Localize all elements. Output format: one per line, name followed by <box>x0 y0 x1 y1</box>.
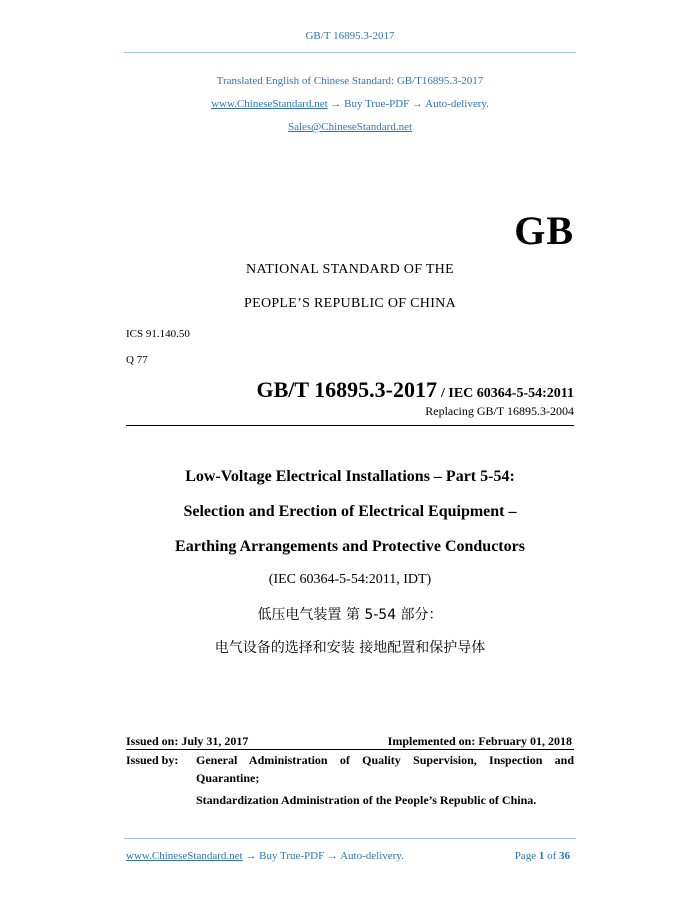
email-line <box>0 116 700 139</box>
title-line2: Selection and Erection of Electrical Equipment – <box>183 503 517 520</box>
buy-notice: → Buy True-PDF → Auto-delivery. <box>327 98 489 110</box>
chinese-title-line2: 电气设备的选择和安装 接地配置和保护导体 <box>214 640 486 656</box>
standard-number-line <box>256 377 574 403</box>
footer-divider <box>124 838 576 839</box>
footer-site-link[interactable]: www.ChineseStandard.net <box>126 850 243 862</box>
ics-code: ICS 91.140.50 <box>126 328 190 340</box>
issued-by-org1-line2: Quarantine; <box>196 771 260 785</box>
national-standard-line2: PEOPLE’S REPUBLIC OF CHINA <box>244 296 456 311</box>
of-word: of <box>547 850 557 862</box>
site-link[interactable]: www.ChineseStandard.net <box>211 98 328 110</box>
email-link[interactable]: Sales@ChineseStandard.net <box>287 121 413 133</box>
header-divider <box>124 52 576 53</box>
promo-line <box>0 93 700 116</box>
issue-divider <box>126 749 574 750</box>
page-indicator <box>515 850 570 862</box>
issued-on: Issued on: July 31, 2017 <box>126 734 249 748</box>
gb-logo: GB <box>514 208 574 253</box>
chinese-title-line1: 低压电气装置 第 5-54 部分： <box>257 607 443 623</box>
title-line1: Low-Voltage Electrical Installations – Part 5-54: <box>185 468 515 485</box>
national-standard-line1: NATIONAL STANDARD OF THE <box>246 262 454 277</box>
iec-reference: / IEC 60364-5-54:2011 <box>441 386 574 401</box>
page-word: Page <box>514 850 537 862</box>
footer-buy-notice: → Buy True-PDF → Auto-delivery. <box>242 850 404 862</box>
idt-reference: (IEC 60364-5-54:2011, IDT) <box>268 572 432 587</box>
translation-notice: Translated English of Chinese Standard: GB/T16895.3-2017 <box>216 75 484 87</box>
title-line3: Earthing Arrangements and Protective Conductors <box>175 538 525 555</box>
issued-by-org1-line1: General Administration of Quality Supervision, Inspection and <box>196 753 574 767</box>
ccs-code: Q 77 <box>126 354 148 366</box>
issued-by-org2: Standardization Administration of the People’s Republic of China. <box>196 793 537 807</box>
implemented-on: Implemented on: February 01, 2018 <box>387 734 572 748</box>
standard-number: GB/T 16895.3-2017 <box>256 377 437 402</box>
title-divider <box>126 425 574 426</box>
running-header: GB/T 16895.3-2017 <box>305 30 395 42</box>
replacing-note: Replacing GB/T 16895.3-2004 <box>425 404 574 418</box>
page-number: 1 <box>538 850 545 862</box>
footer-promo <box>126 850 404 862</box>
page-total: 36 <box>559 850 570 862</box>
issued-by-label: Issued by: <box>126 753 179 767</box>
